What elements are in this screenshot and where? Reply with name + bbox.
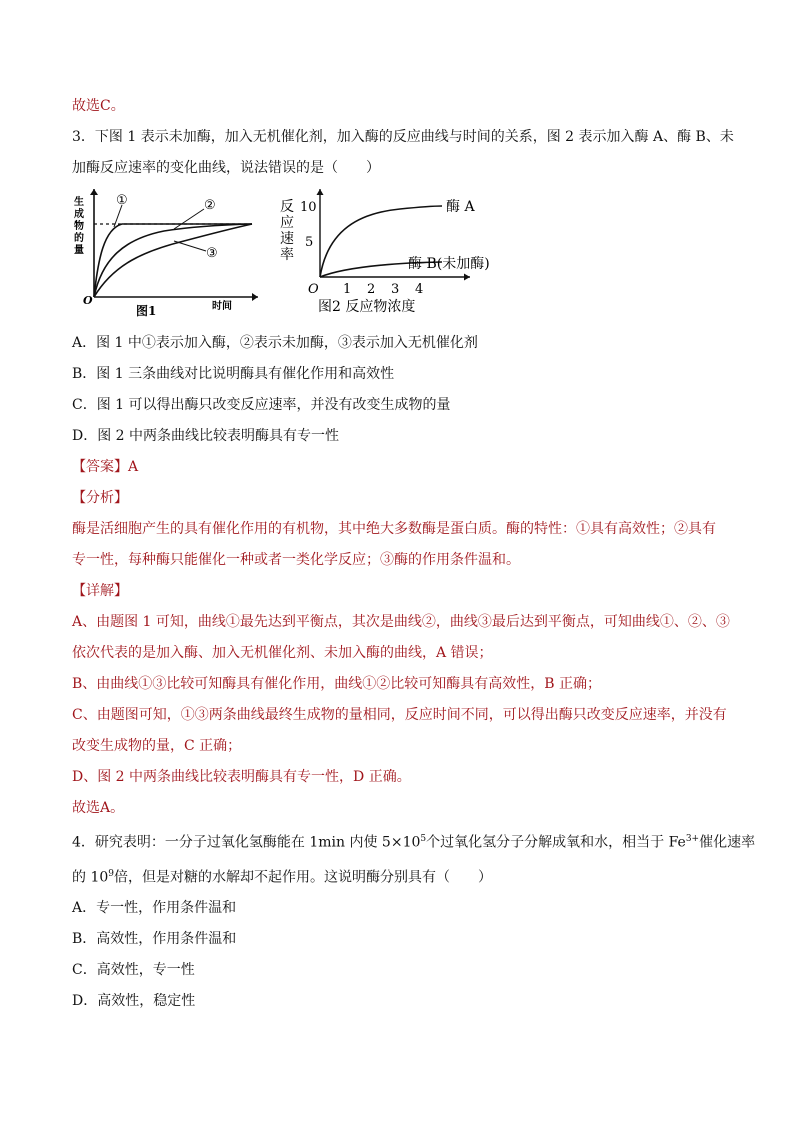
fig2-origin: O xyxy=(308,282,319,297)
q4-option-c: C．高效性，专一性 xyxy=(72,962,195,979)
q3-option-a: A．图 1 中①表示加入酶，②表示未加酶，③表示加入无机催化剂 xyxy=(72,335,478,351)
fig1-marker-3-leader xyxy=(174,241,206,251)
q3-detail-a-line1: A、由题图 1 可知，曲线①最先达到平衡点，其次是曲线②，曲线③最后达到平衡点，可知曲线①、②、③ xyxy=(72,614,730,630)
q3-analysis-line2: 专一性，每种酶只能催化一种或者一类化学反应；③酶的作用条件温和。 xyxy=(72,552,520,568)
q3-stem-line2: 加酶反应速率的变化曲线，说法错误的是（ ） xyxy=(72,160,380,176)
fig1-ylabel-char: 的 xyxy=(74,233,84,244)
fig1-ylabel-char: 量 xyxy=(74,245,84,256)
q3-detail-c-line2: 改变生成物的量，C 正确； xyxy=(72,738,242,754)
q3-options xyxy=(72,333,722,446)
document-page xyxy=(72,96,756,1022)
question-4 xyxy=(72,829,756,1011)
q4-stem-line2 xyxy=(72,864,722,888)
q3-stem-line1: 3．下图 1 表示未加酶，加入无机催化剂，加入酶的反应曲线与时间的关系，图 2 表示加入酶 A、酶 B、未 xyxy=(72,129,734,145)
fig2-caption: 图2 反应物浓度 xyxy=(318,299,416,315)
fig2-ylabel-char: 速 xyxy=(280,231,294,247)
fig1-caption: 图1 xyxy=(136,304,157,318)
q3-answer: 【答案】A xyxy=(72,459,139,475)
fig2-xtick: 1 xyxy=(343,282,352,297)
q3-conclusion: 故选A。 xyxy=(72,800,125,816)
fig1-x-arrow xyxy=(252,293,258,301)
q4-option-a: A．专一性，作用条件温和 xyxy=(72,900,237,917)
q3-option-b: B．图 1 三条曲线对比说明酶具有催化作用和高效性 xyxy=(72,366,395,382)
figure-2 xyxy=(280,189,540,323)
fig1-origin: O xyxy=(83,294,93,307)
fig1-curve-1 xyxy=(94,224,252,297)
q4-stem-text: 个过氧化氢分子分解成氧和水，相当于 Fe xyxy=(426,834,686,851)
fig2-label-enzyme-a: 酶 A xyxy=(446,199,475,215)
fig2-ylabel-char: 率 xyxy=(280,247,294,263)
q4-option-b: B．高效性，作用条件温和 xyxy=(72,931,237,948)
fig2-ylabel-char: 反 xyxy=(280,199,294,215)
q4-stem-superscript: 3+ xyxy=(685,834,700,844)
fig2-ytick-10: 10 xyxy=(300,200,317,215)
q3-detail-c-line1: C、由题图可知，①③两条曲线最终生成物的量相同，反应时间不同，可以得出酶只改变反应速率，并没有 xyxy=(72,707,727,723)
previous-conclusion: 故选C。 xyxy=(72,98,125,114)
fig2-xtick: 4 xyxy=(415,282,424,297)
q4-option-d: D．高效性，稳定性 xyxy=(72,993,196,1010)
fig1-marker-3: ③ xyxy=(206,246,218,261)
fig2-ylabel-char: 应 xyxy=(280,215,294,231)
fig2-xtick: 3 xyxy=(391,282,400,297)
q4-stem-superscript: 5 xyxy=(420,834,427,844)
question-3 xyxy=(72,127,734,818)
fig1-curve-2 xyxy=(94,224,252,297)
q3-figures xyxy=(72,189,722,323)
q4-stem-text: 倍，但是对糖的水解却不起作用。这说明酶分别具有（ ） xyxy=(114,869,492,886)
fig2-ytick-5: 5 xyxy=(305,235,314,250)
q4-stem-text: 催化速率 xyxy=(699,834,756,851)
figure-1 xyxy=(74,189,264,323)
fig2-label-enzyme-b: 酶 B(未加酶) xyxy=(408,256,490,272)
q4-stem-superscript: 9 xyxy=(108,868,114,879)
q4-stem-text: 的 10 xyxy=(72,869,109,886)
q3-option-d: D．图 2 中两条曲线比较表明酶具有专一性 xyxy=(72,428,340,444)
fig2-x-arrow xyxy=(464,274,470,281)
fig1-ylabel-char: 物 xyxy=(74,221,84,232)
q3-detail-b: B、由曲线①③比较可知酶具有催化作用，曲线①②比较可知酶具有高效性，B 正确； xyxy=(72,676,602,692)
q3-detail-a-line2: 依次代表的是加入酶、加入无机催化剂、未加入酶的曲线，A 错误； xyxy=(72,645,493,661)
q4-stem-line1 xyxy=(72,829,756,853)
q3-analysis-line1: 酶是活细胞产生的具有催化作用的有机物，其中绝大多数酶是蛋白质。酶的特性：①具有高效性；②具有 xyxy=(72,521,716,537)
fig1-curve-3 xyxy=(94,224,252,297)
q3-detail-title: 【详解】 xyxy=(72,583,128,599)
fig1-xlabel: 时间 xyxy=(212,301,232,312)
fig2-ylabel xyxy=(280,199,294,263)
fig1-ylabel xyxy=(74,195,84,256)
fig2-y-arrow xyxy=(317,189,324,195)
fig1-ylabel-char: 生 xyxy=(74,197,84,208)
q4-options xyxy=(72,898,722,1011)
fig1-y-arrow xyxy=(90,189,98,195)
fig1-marker-1: ① xyxy=(116,193,128,208)
fig2-xtick: 2 xyxy=(367,282,376,297)
fig1-ylabel-char: 成 xyxy=(74,209,84,220)
q3-option-c: C．图 1 可以得出酶只改变反应速率，并没有改变生成物的量 xyxy=(72,397,451,413)
q4-stem-text: 4．研究表明：一分子过氧化氢酶能在 1min 内使 5×10 xyxy=(72,834,421,851)
fig2-xticks xyxy=(343,282,423,297)
fig1-marker-2: ② xyxy=(204,198,216,213)
q3-analysis-title: 【分析】 xyxy=(72,490,128,506)
q3-detail-d: D、图 2 中两条曲线比较表明酶具有专一性，D 正确。 xyxy=(72,769,411,785)
